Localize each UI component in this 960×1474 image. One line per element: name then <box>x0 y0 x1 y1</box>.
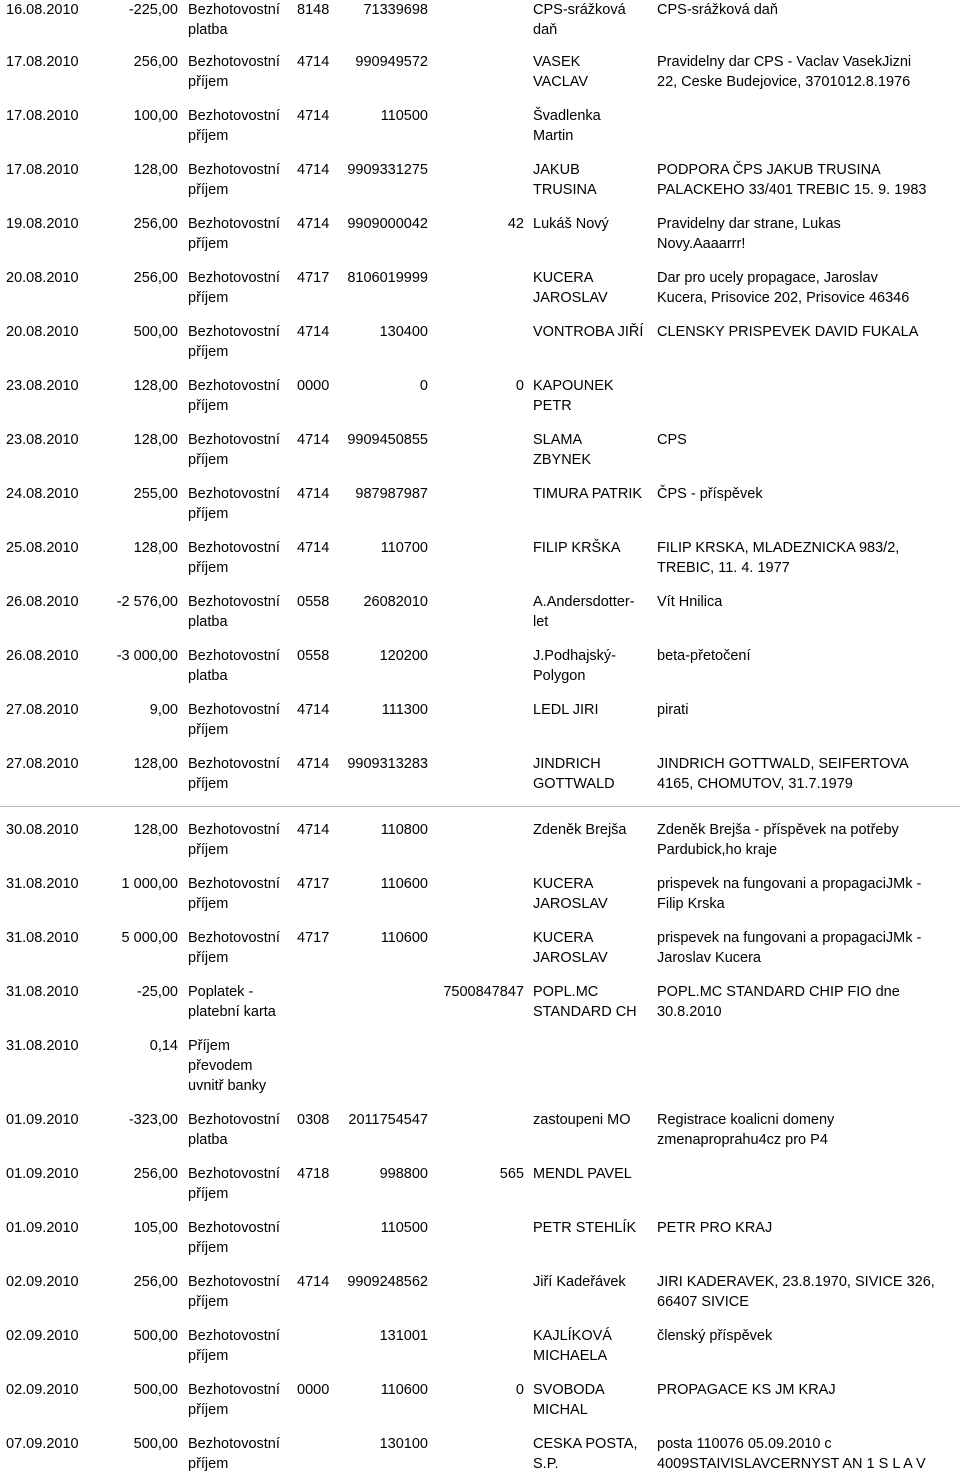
counterparty-name-cell: FILIP KRŠKA <box>533 540 621 556</box>
counterparty-name-cell: MENDL PAVEL <box>533 1166 632 1182</box>
amount-cell: 128,00 <box>133 378 178 394</box>
date-cell: 30.08.2010 <box>6 822 79 838</box>
counterparty-name-cell: A.Andersdotter- let <box>533 594 635 630</box>
bank-code-cell: 4714 <box>297 822 330 838</box>
date-cell: 17.08.2010 <box>6 108 79 124</box>
account-number-cell: 110700 <box>380 540 428 556</box>
variable-symbol-cell: 0 <box>515 1382 524 1398</box>
date-cell: 27.08.2010 <box>6 702 79 718</box>
date-cell: 02.09.2010 <box>6 1274 79 1290</box>
account-number-cell: 110600 <box>380 930 428 946</box>
date-cell: 20.08.2010 <box>6 270 79 286</box>
bank-code-cell: 4714 <box>297 540 330 556</box>
date-cell: 23.08.2010 <box>6 378 79 394</box>
bank-code-cell: 4714 <box>297 702 330 718</box>
type-cell: Poplatek - platební karta <box>188 984 276 1020</box>
amount-cell: 128,00 <box>133 162 178 178</box>
note-cell: Registrace koalicni domeny zmenaproprahu4cz pro P4 <box>657 1112 835 1148</box>
amount-cell: 1 000,00 <box>121 876 178 892</box>
date-cell: 16.08.2010 <box>6 2 79 18</box>
date-cell: 07.09.2010 <box>6 1436 79 1452</box>
note-cell: beta-přetočení <box>657 648 751 664</box>
counterparty-name-cell: KUCERA JAROSLAV <box>533 876 608 912</box>
note-cell: CPS-srážková daň <box>657 2 778 18</box>
amount-cell: 255,00 <box>133 486 178 502</box>
bank-code-cell: 4714 <box>297 486 330 502</box>
account-number-cell: 990949572 <box>355 54 428 70</box>
amount-cell: 128,00 <box>133 432 178 448</box>
type-cell: Bezhotovostní příjem <box>188 540 280 576</box>
amount-cell: 5 000,00 <box>121 930 178 946</box>
bank-code-cell: 0558 <box>297 594 330 610</box>
note-cell: Pravidelny dar CPS - Vaclav VasekJizni 22, Ceske Budejovice, 3701012.8.1976 <box>657 54 912 90</box>
account-number-cell: 120200 <box>379 648 428 664</box>
note-cell: Dar pro ucely propagace, Jaroslav Kucera, Prisovice 202, Prisovice 46346 <box>657 270 910 306</box>
type-cell: Bezhotovostní příjem <box>188 1436 280 1472</box>
note-cell: PROPAGACE KS JM KRAJ <box>657 1382 836 1398</box>
date-cell: 26.08.2010 <box>6 594 79 610</box>
account-number-cell: 110600 <box>380 1382 428 1398</box>
amount-cell: -225,00 <box>128 2 178 18</box>
bank-code-cell: 4714 <box>297 432 330 448</box>
counterparty-name-cell: Švadlenka Martin <box>533 108 601 144</box>
bank-code-cell: 4714 <box>297 1274 330 1290</box>
note-cell: pirati <box>657 702 689 718</box>
account-number-cell: 987987987 <box>355 486 428 502</box>
note-cell: PETR PRO KRAJ <box>657 1220 773 1236</box>
account-number-cell: 130100 <box>379 1436 428 1452</box>
type-cell: Bezhotovostní příjem <box>188 486 280 522</box>
type-cell: Bezhotovostní příjem <box>188 432 280 468</box>
date-cell: 23.08.2010 <box>6 432 79 448</box>
account-number-cell: 8106019999 <box>347 270 428 286</box>
counterparty-name-cell: Zdeněk Brejša <box>533 822 627 838</box>
type-cell: Bezhotovostní platba <box>188 648 280 684</box>
type-cell: Bezhotovostní příjem <box>188 324 280 360</box>
amount-cell: 256,00 <box>133 270 178 286</box>
counterparty-name-cell: VASEK VACLAV <box>533 54 589 90</box>
date-cell: 31.08.2010 <box>6 930 79 946</box>
type-cell: Bezhotovostní příjem <box>188 270 280 306</box>
amount-cell: 256,00 <box>133 54 178 70</box>
account-number-cell: 9909248562 <box>347 1274 428 1290</box>
date-cell: 01.09.2010 <box>6 1220 79 1236</box>
counterparty-name-cell: KUCERA JAROSLAV <box>533 270 608 306</box>
amount-cell: 0,14 <box>149 1038 178 1054</box>
type-cell: Příjem převodem uvnitř banky <box>188 1038 267 1094</box>
counterparty-name-cell: TIMURA PATRIK <box>533 486 643 502</box>
type-cell: Bezhotovostní příjem <box>188 822 280 858</box>
counterparty-name-cell: J.Podhajský- Polygon <box>533 648 617 684</box>
type-cell: Bezhotovostní příjem <box>188 876 280 912</box>
bank-code-cell: 0558 <box>297 648 330 664</box>
account-number-cell: 110500 <box>380 108 428 124</box>
counterparty-name-cell: JINDRICH GOTTWALD <box>533 756 615 792</box>
date-cell: 24.08.2010 <box>6 486 79 502</box>
note-cell: PODPORA ČPS JAKUB TRUSINA PALACKEHO 33/401 TREBIC 15. 9. 1983 <box>657 162 927 198</box>
bank-code-cell: 4714 <box>297 216 330 232</box>
note-cell: POPL.MC STANDARD CHIP FIO dne 30.8.2010 <box>657 984 900 1020</box>
date-cell: 01.09.2010 <box>6 1112 79 1128</box>
note-cell: prispevek na fungovani a propagaciJMk - Jaroslav Kucera <box>657 930 922 966</box>
counterparty-name-cell: KUCERA JAROSLAV <box>533 930 608 966</box>
date-cell: 19.08.2010 <box>6 216 79 232</box>
bank-code-cell: 4714 <box>297 756 330 772</box>
amount-cell: 100,00 <box>133 108 178 124</box>
account-number-cell: 71339698 <box>363 2 428 18</box>
bank-code-cell: 4717 <box>297 270 330 286</box>
account-number-cell: 110800 <box>380 822 428 838</box>
note-cell: JINDRICH GOTTWALD, SEIFERTOVA 4165, CHOMUTOV, 31.7.1979 <box>657 756 909 792</box>
note-cell: Vít Hnilica <box>657 594 723 610</box>
bank-code-cell: 0000 <box>297 378 330 394</box>
type-cell: Bezhotovostní příjem <box>188 756 280 792</box>
amount-cell: 256,00 <box>133 216 178 232</box>
bank-code-cell: 4714 <box>297 54 330 70</box>
bank-code-cell: 4714 <box>297 108 330 124</box>
bank-code-cell: 4714 <box>297 324 330 340</box>
date-cell: 27.08.2010 <box>6 756 79 772</box>
type-cell: Bezhotovostní platba <box>188 594 280 630</box>
variable-symbol-cell: 7500847847 <box>443 984 524 1000</box>
account-number-cell: 998800 <box>379 1166 428 1182</box>
date-cell: 01.09.2010 <box>6 1166 79 1182</box>
amount-cell: 500,00 <box>133 324 178 340</box>
counterparty-name-cell: POPL.MC STANDARD CH <box>533 984 637 1020</box>
date-cell: 31.08.2010 <box>6 1038 79 1054</box>
bank-code-cell: 4717 <box>297 876 330 892</box>
bank-code-cell: 4714 <box>297 162 330 178</box>
account-number-cell: 9909313283 <box>347 756 428 772</box>
account-number-cell: 2011754547 <box>348 1112 428 1128</box>
account-number-cell: 9909331275 <box>347 162 428 178</box>
note-cell: prispevek na fungovani a propagaciJMk - Filip Krska <box>657 876 922 912</box>
counterparty-name-cell: Lukáš Nový <box>533 216 609 232</box>
date-cell: 31.08.2010 <box>6 876 79 892</box>
note-cell: posta 110076 05.09.2010 c 4009STAIVISLAVCERNYST AN 1 S L A V <box>657 1436 926 1472</box>
account-number-cell: 130400 <box>379 324 428 340</box>
counterparty-name-cell: CESKA POSTA, S.P. <box>533 1436 638 1472</box>
counterparty-name-cell: VONTROBA JIŘÍ <box>533 324 644 340</box>
type-cell: Bezhotovostní příjem <box>188 1274 280 1310</box>
type-cell: Bezhotovostní příjem <box>188 702 280 738</box>
amount-cell: 500,00 <box>133 1328 178 1344</box>
note-cell: CPS <box>657 432 687 448</box>
account-number-cell: 9909000042 <box>347 216 428 232</box>
counterparty-name-cell: SVOBODA MICHAL <box>533 1382 605 1418</box>
type-cell: Bezhotovostní příjem <box>188 108 280 144</box>
account-number-cell: 131001 <box>379 1328 428 1344</box>
type-cell: Bezhotovostní příjem <box>188 1166 280 1202</box>
date-cell: 26.08.2010 <box>6 648 79 664</box>
note-cell: CLENSKY PRISPEVEK DAVID FUKALA <box>657 324 919 340</box>
amount-cell: -323,00 <box>128 1112 178 1128</box>
type-cell: Bezhotovostní příjem <box>188 162 280 198</box>
counterparty-name-cell: JAKUB TRUSINA <box>533 162 597 198</box>
type-cell: Bezhotovostní příjem <box>188 1382 280 1418</box>
amount-cell: 128,00 <box>133 540 178 556</box>
counterparty-name-cell: zastoupeni MO <box>533 1112 631 1128</box>
type-cell: Bezhotovostní příjem <box>188 930 280 966</box>
bank-code-cell: 4718 <box>297 1166 330 1182</box>
account-number-cell: 110500 <box>380 1220 428 1236</box>
date-cell: 17.08.2010 <box>6 162 79 178</box>
account-number-cell: 110600 <box>380 876 428 892</box>
date-cell: 20.08.2010 <box>6 324 79 340</box>
amount-cell: 128,00 <box>133 756 178 772</box>
date-cell: 17.08.2010 <box>6 54 79 70</box>
counterparty-name-cell: Jiří Kadeřávek <box>533 1274 626 1290</box>
bank-code-cell: 0308 <box>297 1112 330 1128</box>
type-cell: Bezhotovostní platba <box>188 2 280 38</box>
amount-cell: 256,00 <box>133 1274 178 1290</box>
counterparty-name-cell: LEDL JIRI <box>533 702 599 718</box>
account-number-cell: 9909450855 <box>347 432 428 448</box>
amount-cell: -25,00 <box>136 984 178 1000</box>
variable-symbol-cell: 0 <box>515 378 524 394</box>
amount-cell: 9,00 <box>149 702 178 718</box>
note-cell: členský příspěvek <box>657 1328 773 1344</box>
amount-cell: 500,00 <box>133 1382 178 1398</box>
note-cell: Zdeněk Brejša - příspěvek na potřeby Pardubick,ho kraje <box>657 822 899 858</box>
divider <box>0 806 960 807</box>
counterparty-name-cell: SLAMA ZBYNEK <box>533 432 592 468</box>
amount-cell: 500,00 <box>133 1436 178 1452</box>
counterparty-name-cell: CPS-srážková daň <box>533 2 626 38</box>
type-cell: Bezhotovostní příjem <box>188 54 280 90</box>
account-number-cell: 111300 <box>381 702 428 718</box>
note-cell: Pravidelny dar strane, Lukas Novy.Aaaarrr! <box>657 216 841 252</box>
counterparty-name-cell: PETR STEHLÍK <box>533 1220 637 1236</box>
counterparty-name-cell: KAPOUNEK PETR <box>533 378 614 414</box>
account-number-cell: 26082010 <box>363 594 428 610</box>
note-cell: FILIP KRSKA, MLADEZNICKA 983/2, TREBIC, 11. 4. 1977 <box>657 540 900 576</box>
amount-cell: 256,00 <box>133 1166 178 1182</box>
amount-cell: 105,00 <box>133 1220 178 1236</box>
date-cell: 02.09.2010 <box>6 1328 79 1344</box>
date-cell: 02.09.2010 <box>6 1382 79 1398</box>
type-cell: Bezhotovostní příjem <box>188 378 280 414</box>
note-cell: ČPS - příspěvek <box>657 486 763 502</box>
counterparty-name-cell: KAJLÍKOVÁ MICHAELA <box>533 1328 612 1364</box>
date-cell: 25.08.2010 <box>6 540 79 556</box>
amount-cell: -3 000,00 <box>116 648 178 664</box>
amount-cell: 128,00 <box>133 822 178 838</box>
note-cell: JIRI KADERAVEK, 23.8.1970, SIVICE 326, 66407 SIVICE <box>657 1274 935 1310</box>
date-cell: 31.08.2010 <box>6 984 79 1000</box>
bank-code-cell: 0000 <box>297 1382 330 1398</box>
amount-cell: -2 576,00 <box>116 594 178 610</box>
account-number-cell: 0 <box>419 378 428 394</box>
variable-symbol-cell: 42 <box>507 216 524 232</box>
variable-symbol-cell: 565 <box>499 1166 524 1182</box>
bank-code-cell: 4717 <box>297 930 330 946</box>
type-cell: Bezhotovostní příjem <box>188 216 280 252</box>
bank-code-cell: 8148 <box>297 2 330 18</box>
type-cell: Bezhotovostní příjem <box>188 1220 280 1256</box>
type-cell: Bezhotovostní platba <box>188 1112 280 1148</box>
type-cell: Bezhotovostní příjem <box>188 1328 280 1364</box>
